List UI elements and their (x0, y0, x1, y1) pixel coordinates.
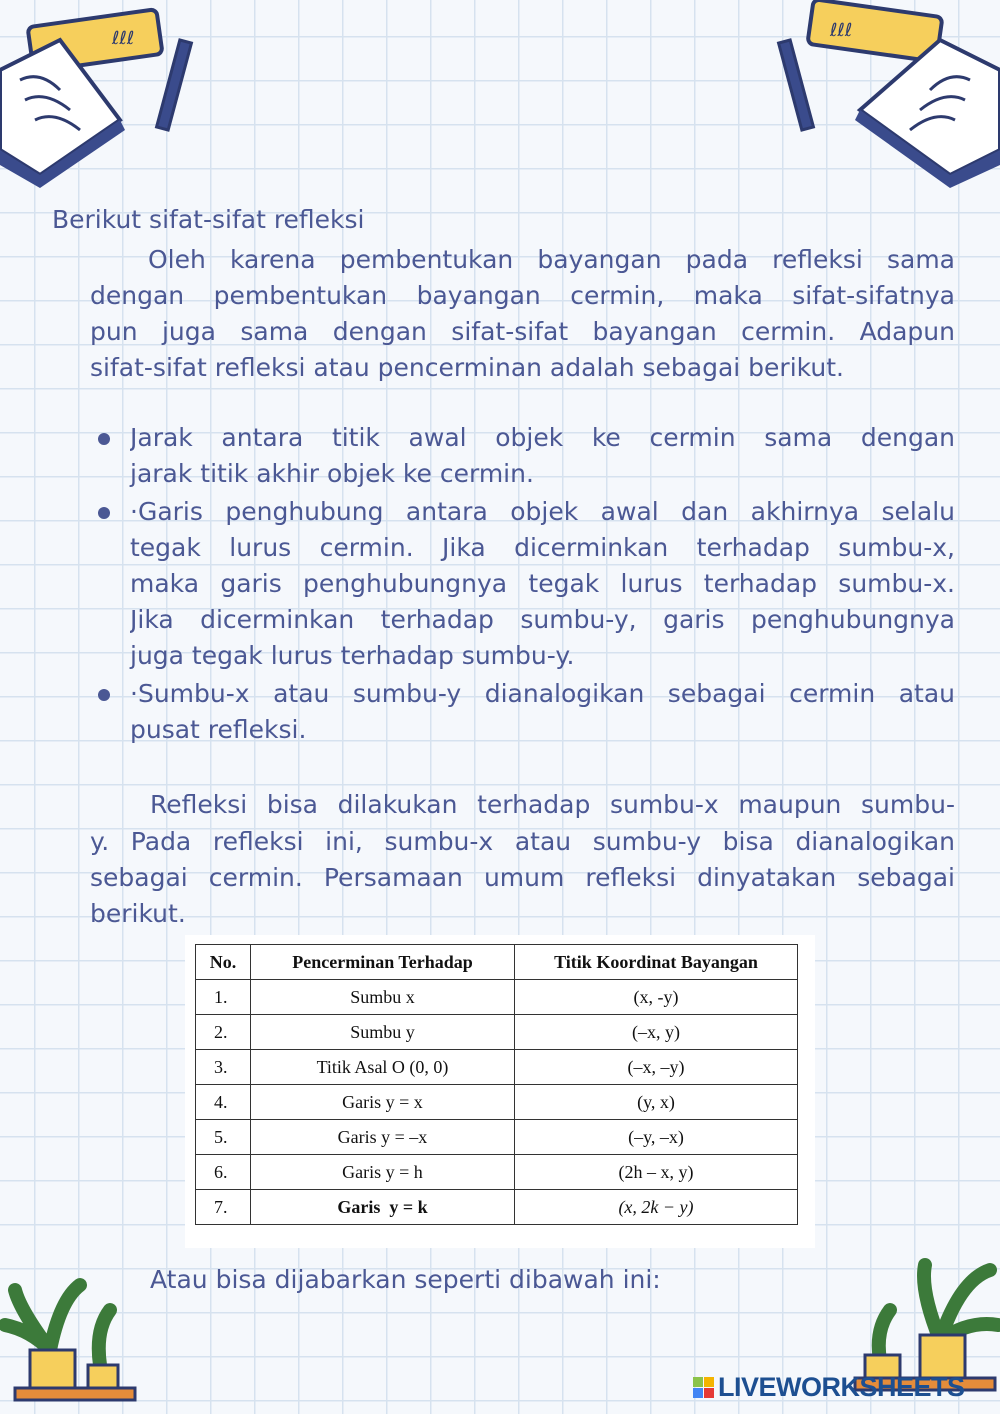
paragraph-line: berikut. (90, 899, 186, 928)
cell-reflection: Titik Asal O (0, 0) (251, 1050, 515, 1085)
plant-illustration-left (0, 1270, 150, 1414)
bullet-line: jarak titik akhir objek ke cermin. (130, 459, 534, 488)
closing-text: Atau bisa dijabarkan seperti dibawah ini: (150, 1265, 661, 1294)
paragraph-line: Oleh karena pembentukan bayangan pada refleksi sama (148, 245, 955, 274)
paragraph-line: sebagai cermin. Persamaan umum refleksi dinyatakan sebagai (90, 863, 955, 892)
header-image-coordinate: Titik Koordinat Bayangan (515, 945, 798, 980)
cell-reflection: Garis y = h (251, 1155, 515, 1190)
cell-coordinate: (x, 2k − y) (515, 1190, 798, 1225)
bullet-line: Jarak antara titik awal objek ke cermin sama dengan (130, 423, 955, 452)
paragraph-line: pun juga sama dengan sifat-sifat bayangan cermin. Adapun (90, 317, 955, 346)
header-no: No. (196, 945, 251, 980)
paragraph-line: Refleksi bisa dilakukan terhadap sumbu-x maupun sumbu- (150, 790, 955, 819)
svg-text:ℓℓℓ: ℓℓℓ (830, 20, 853, 41)
cell-coordinate: (y, x) (515, 1085, 798, 1120)
cell-reflection: Sumbu x (251, 980, 515, 1015)
cell-reflection: Garis y = k (251, 1190, 515, 1225)
cell-coordinate: (–x, y) (515, 1015, 798, 1050)
bullet-line: Jika dicerminkan terhadap sumbu-y, garis penghubungnya (130, 605, 955, 634)
table-row (196, 1120, 798, 1155)
cell-no: 3. (196, 1050, 251, 1085)
reflection-table (195, 944, 798, 1225)
bullet-line: pusat refleksi. (130, 715, 307, 744)
cell-reflection: Garis y = –x (251, 1120, 515, 1155)
logo-text: LIVEWORKSHEETS (718, 1372, 965, 1402)
logo-tiles-icon (693, 1377, 714, 1398)
cell-coordinate: (x, -y) (515, 980, 798, 1015)
bullet-line: tegak lurus cermin. Jika dicerminkan terhadap sumbu-x, (130, 533, 955, 562)
cell-reflection: Garis y = x (251, 1085, 515, 1120)
cell-no: 6. (196, 1155, 251, 1190)
reflection-table-image (185, 935, 815, 1248)
books-illustration-right (770, 0, 1000, 190)
cell-no: 7. (196, 1190, 251, 1225)
bullet-line: ·Sumbu-x atau sumbu-y dianalogikan sebagai cermin atau (130, 679, 955, 708)
bullet-line: maka garis penghubungnya tegak lurus terhadap sumbu-x. (130, 569, 955, 598)
table-row (196, 1155, 798, 1190)
cell-coordinate: (–x, –y) (515, 1050, 798, 1085)
bullet-line: ·Garis penghubung antara objek awal dan akhirnya selalu (130, 497, 955, 526)
table-row (196, 1050, 798, 1085)
paragraph-line: y. Pada refleksi ini, sumbu-x atau sumbu-y bisa dianalogikan (90, 827, 955, 856)
cell-reflection: Sumbu y (251, 1015, 515, 1050)
cell-no: 2. (196, 1015, 251, 1050)
table-row (196, 1085, 798, 1120)
paragraph-line: dengan pembentukan bayangan cermin, maka sifat-sifatnya (90, 281, 955, 310)
cell-coordinate: (–y, –x) (515, 1120, 798, 1155)
cell-no: 1. (196, 980, 251, 1015)
cell-no: 4. (196, 1085, 251, 1120)
cell-coordinate: (2h – x, y) (515, 1155, 798, 1190)
svg-text:ℓℓℓ: ℓℓℓ (112, 28, 135, 49)
liveworksheets-logo[interactable] (693, 1372, 965, 1403)
section-heading: Berikut sifat-sifat refleksi (52, 205, 365, 234)
table-header-row (196, 945, 798, 980)
table-row (196, 1015, 798, 1050)
bullet-icon (98, 507, 110, 519)
bullet-icon (98, 689, 110, 701)
books-illustration-left (0, 0, 210, 190)
paragraph-line: sifat-sifat refleksi atau pencerminan adalah sebagai berikut. (90, 353, 844, 382)
header-reflection-against: Pencerminan Terhadap (251, 945, 515, 980)
table-row (196, 1190, 798, 1225)
bullet-icon (98, 433, 110, 445)
bullet-line: juga tegak lurus terhadap sumbu-y. (130, 641, 575, 670)
cell-no: 5. (196, 1120, 251, 1155)
table-row (196, 980, 798, 1015)
